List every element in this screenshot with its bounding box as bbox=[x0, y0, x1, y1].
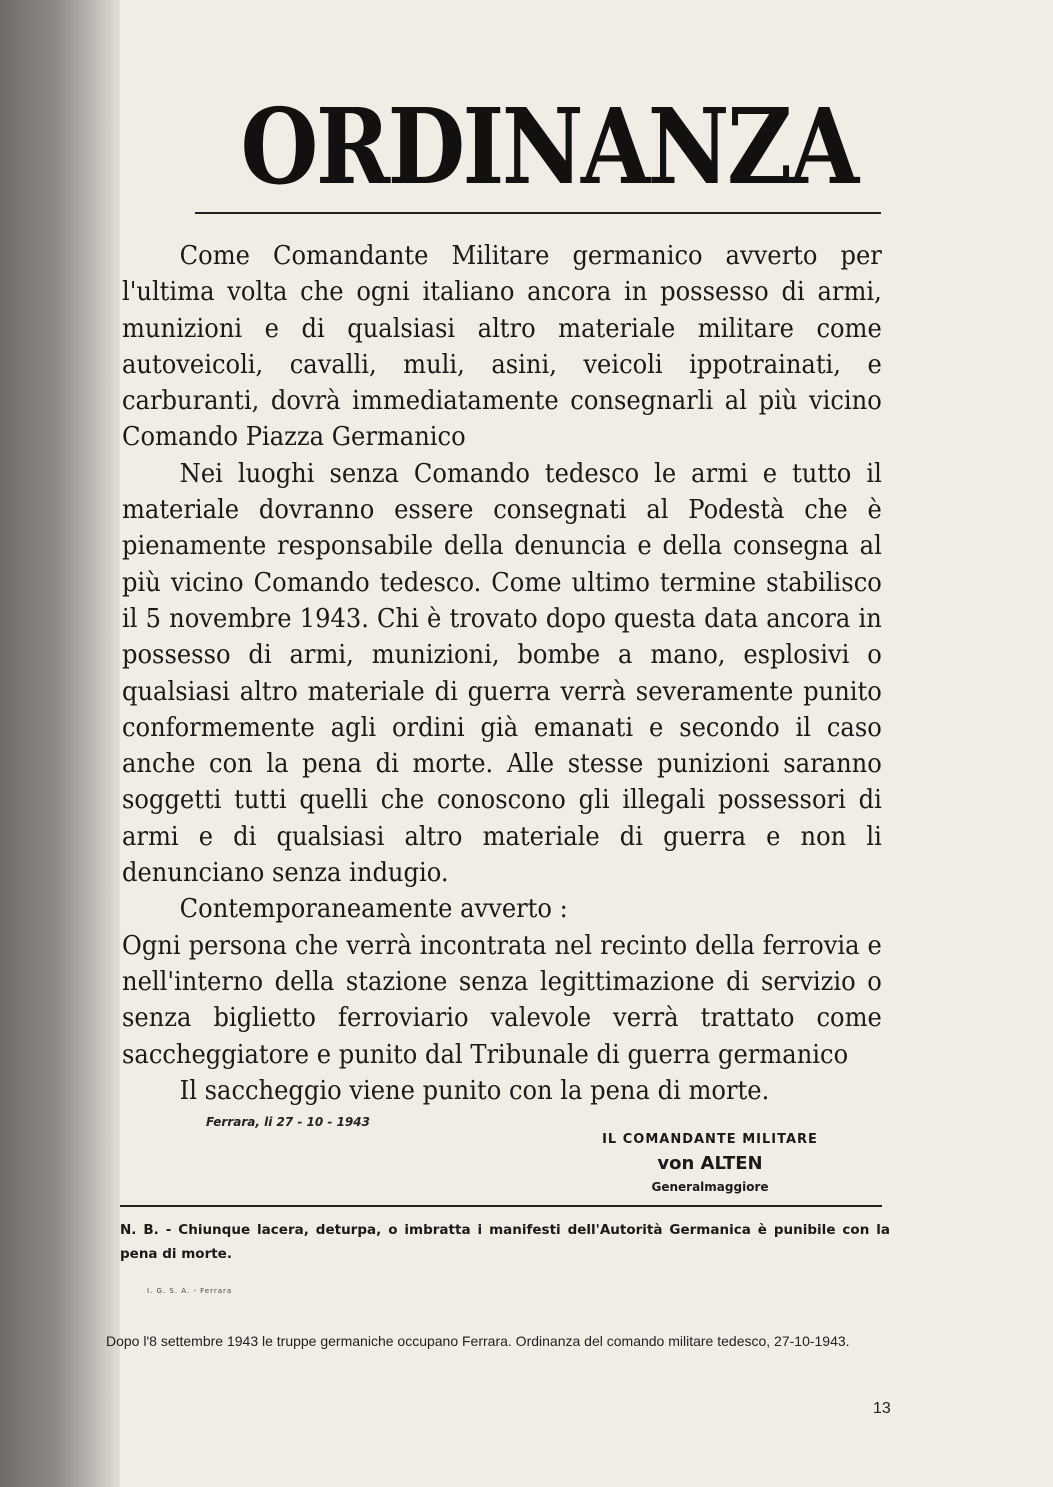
signature-rank: Generalmaggiore bbox=[651, 1180, 769, 1194]
poster-title: ORDINANZA bbox=[240, 85, 857, 208]
printer-mark: I. G. S. A. - Ferrara bbox=[147, 1287, 233, 1295]
nota-bene-rule bbox=[120, 1205, 882, 1207]
page-number: 13 bbox=[873, 1400, 891, 1417]
photo-caption: Dopo l'8 settembre 1943 le truppe germaniche occupano Ferrara. Ordinanza del comando militare tedesco, 27-10-1943. bbox=[106, 1333, 850, 1349]
date-line: Ferrara, li 27 - 10 - 1943 bbox=[206, 1115, 370, 1129]
paragraph-5: Il saccheggio viene punito con la pena di morte. bbox=[179, 1075, 770, 1106]
signature-block bbox=[540, 1128, 880, 1194]
poster-body bbox=[122, 238, 882, 1109]
paragraph-2: Nei luoghi senza Comando tedesco le armi e tutto il materiale dovranno essere consegnati al Podestà che è pienamente responsabile della denuncia e della consegna al più vicino Comando tedesco. Come ultimo termine stabilisco il 5 novembre 1943. Chi è trovato dopo questa data ancora in possesso di armi, munizioni, bombe a mano, esplosivi o qualsiasi altro materiale di guerra verrà severamente punito conformemente agli ordini già emanati e secondo il caso anche con la pena di morte. Alle stesse punizioni saranno soggetti tutti quelli che conoscono gli illegali possessori di armi e di qualsiasi altro materiale di guerra e non li denunciano senza indugio. bbox=[122, 458, 882, 889]
paragraph-1: Come Comandante Militare germanico avverto per l'ultima volta che ogni italiano ancora in possesso di armi, munizioni e di qualsiasi altro materiale militare come autoveicoli, cavalli, muli, asini, veicoli ippotrainati, e carburanti, dovrà immediatamente consegnarli al più vicino Comando Piazza Germanico bbox=[122, 241, 882, 453]
nota-bene: N. B. - Chiunque lacera, deturpa, o imbratta i manifesti dell'Autorità Germanica è punibile con la pena di morte. bbox=[120, 1222, 890, 1262]
paragraph-4: Ogni persona che verrà incontrata nel recinto della ferrovia e nell'interno della stazione senza legittimazione di servizio o senza biglietto ferroviario valevole verrà trattato come saccheggiatore e punito dal Tribunale di guerra germanico bbox=[122, 930, 882, 1070]
signature-name: von ALTEN bbox=[657, 1153, 763, 1174]
paragraph-3: Contemporaneamente avverto : bbox=[179, 894, 568, 925]
title-rule bbox=[195, 212, 881, 214]
signature-title: IL COMANDANTE MILITARE bbox=[602, 1132, 818, 1147]
